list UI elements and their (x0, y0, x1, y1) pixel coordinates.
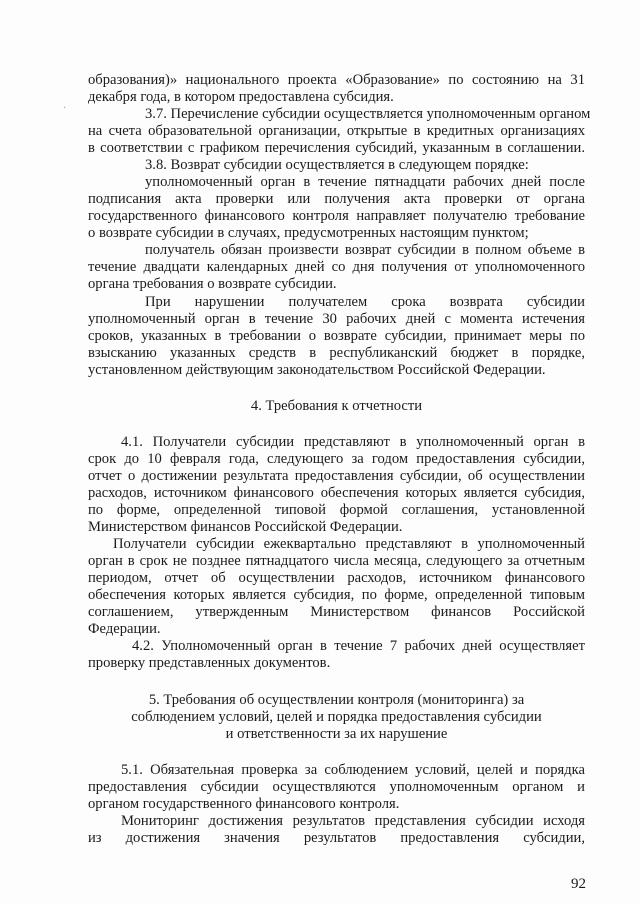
text-line: образования)» национального проекта «Образование» по состоянию на 31 (88, 72, 585, 88)
text-line: соглашением, утвержденным Министерством финансов Российской (88, 604, 585, 620)
text-line: обеспечения которых является субсидия, по форме, определенной типовым (88, 587, 585, 603)
text-line: периодом, отчет об осуществлении расходов, источником финансового (88, 570, 585, 586)
text-line: по форме, определенной типовой формой соглашения, установленной (88, 502, 585, 518)
text-line: течение двадцати календарных дней со дня получения от уполномоченного (88, 259, 585, 275)
text-line: 4.1. Получатели субсидии представляют в уполномоченный орган в (121, 434, 585, 450)
text-line: 5.1. Обязательная проверка за соблюдением условий, целей и порядка (121, 762, 585, 778)
text-line: предоставления субсидии осуществляются уполномоченным органом и (88, 779, 585, 795)
text-line: проверку представленных документов. (88, 655, 331, 671)
text-line: органа требования о возврате субсидии. (88, 276, 337, 292)
text-line: Федерации. (88, 621, 161, 637)
text-line: 4.2. Уполномоченный орган в течение 7 рабочих дней осуществляет (132, 638, 585, 654)
text-line: органом государственного финансового контроля. (88, 796, 400, 812)
text-line: уполномоченный орган в течение пятнадцати рабочих дней после (145, 174, 585, 190)
text-line: взысканию указанных средств в республиканский бюджет в порядке, (88, 345, 585, 361)
section-heading: 5. Требования об осуществлении контроля (мониторинга) за (148, 692, 525, 708)
text-line: Получатели субсидии ежеквартально представляют в уполномоченный (113, 536, 585, 552)
text-line: государственного финансового контроля направляет получателю требование (88, 208, 585, 224)
section-heading: и ответственности за их нарушение (225, 726, 448, 742)
text-line: получатель обязан произвести возврат субсидии в полном объеме в (145, 242, 585, 258)
text-line: отчет о достижении результата предоставления субсидии, об осуществлении (88, 468, 585, 484)
text-line: При нарушении получателем срока возврата субсидии (145, 294, 585, 310)
text-line: 3.8. Возврат субсидии осуществляется в следующем порядке: (145, 157, 529, 173)
text-line: расходов, источником финансового обеспечения которых является субсидия, (88, 485, 585, 501)
text-line: срок до 10 февраля года, следующего за годом предоставления субсидии, (88, 451, 585, 467)
text-line: Министерством финансов Российской Федерации. (88, 519, 403, 535)
text-line: сроков, указанных в требовании о возврате субсидии, принимает меры по (88, 328, 585, 344)
text-line: из достижения значения результатов предоставления субсидии, (88, 830, 585, 846)
text-line: на счета образовательной организации, открытые в кредитных организациях (88, 123, 585, 139)
page-number: 92 (571, 876, 586, 892)
text-line: 3.7. Перечисление субсидии осуществляется уполномоченным органом (145, 106, 591, 122)
text-line: установленном действующим законодательством Российской Федерации. (88, 362, 546, 378)
text-line: орган в срок не позднее пятнадцатого числа месяца, следующего за отчетным (88, 553, 585, 569)
text-line: уполномоченный орган в течение 30 рабочих дней с момента истечения (88, 311, 585, 327)
text-line: в соответствии с графиком перечисления субсидий, указанным в соглашении. (88, 140, 585, 156)
text-line: Мониторинг достижения результатов представления субсидии исходя (121, 813, 585, 829)
text-line: декабря года, в котором предоставлена субсидия. (88, 89, 394, 105)
margin-mark: · (63, 103, 67, 114)
section-heading: 4. Требования к отчетности (250, 398, 423, 414)
section-heading: соблюдением условий, целей и порядка предоставления субсидии (131, 709, 542, 725)
text-line: о возврате субсидии в случаях, предусмотренных настоящим пунктом; (88, 225, 529, 241)
text-line: подписания акта проверки или получения акта проверки от органа (88, 191, 585, 207)
